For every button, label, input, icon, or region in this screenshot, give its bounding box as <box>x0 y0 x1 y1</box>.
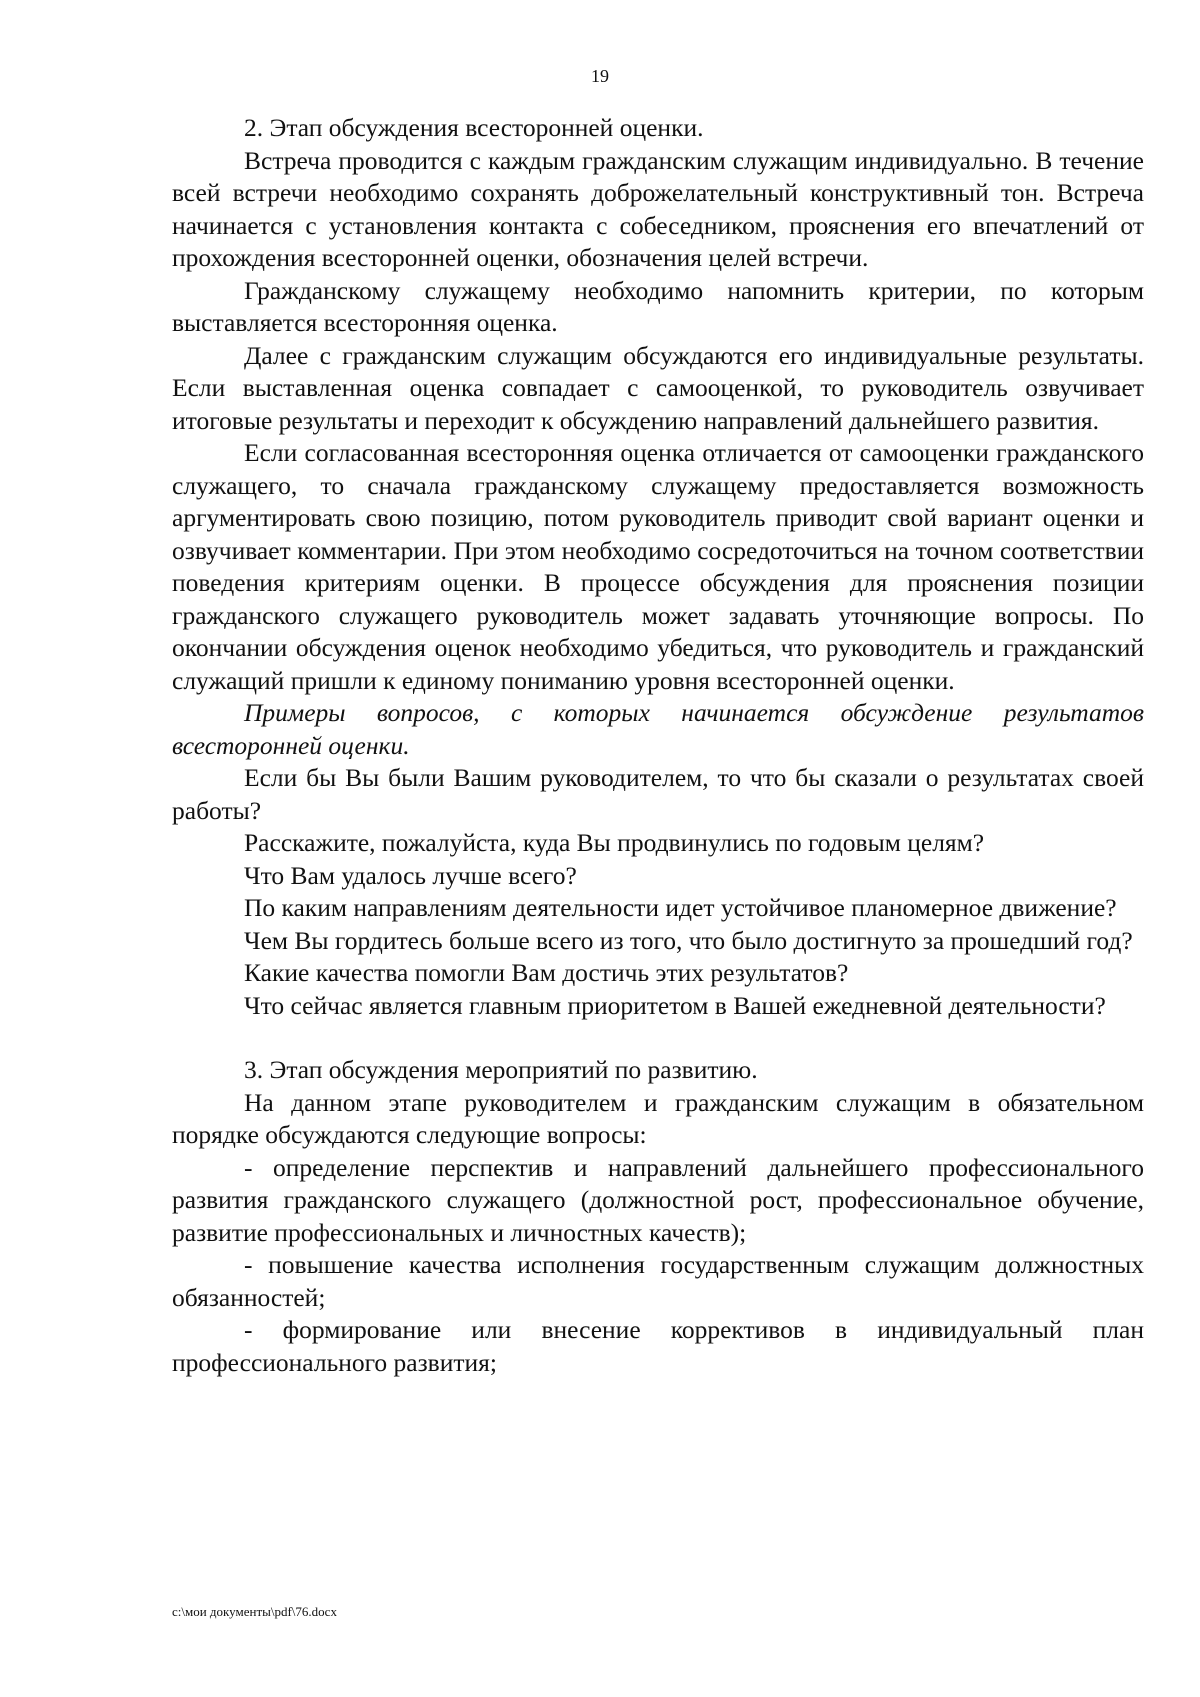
list-item: - повышение качества исполнения государственным служащим должностных обязанностей; <box>172 1250 1144 1312</box>
question-item: Что сейчас является главным приоритетом в Вашей ежедневной деятельности? <box>244 990 1106 1020</box>
document-body <box>172 112 1144 1379</box>
paragraph-criteria: Гражданскому служащему необходимо напомнить критерии, по которым выставляется всесторонняя оценка. <box>172 275 1144 337</box>
paragraph-disagreement: Если согласованная всесторонняя оценка отличается от самооценки гражданского служащего, то сначала гражданскому служащему предоставляется возможность аргументировать свою позицию, потом руководитель приводит свой вариант оценки и озвучивает комментарии. При этом необходимо сосредоточиться на точном соответствии поведения критериям оценки. В процессе обсуждения для прояснения позиции гражданского служащего руководитель может задавать уточняющие вопросы. По окончании обсуждения оценок необходимо убедиться, что руководитель и гражданский служащий пришли к единому пониманию уровня всесторонней оценки. <box>172 438 1144 695</box>
footer-file-path: c:\мои документы\pdf\76.docx <box>172 1604 337 1619</box>
paragraph-question-examples: Примеры вопросов, с которых начинается обсуждение результатов всесторонней оценки. <box>172 698 1144 760</box>
paragraph-spacer <box>172 1022 1144 1054</box>
question-item: По каким направлениям деятельности идет устойчивое планомерное движение? <box>244 893 1117 922</box>
section-heading-stage-3: 3. Этап обсуждения мероприятий по развитию. <box>244 1055 758 1084</box>
paragraph-stage-3-intro: На данном этапе руководителем и гражданским служащим в обязательном порядке обсуждаются следующие вопросы: <box>172 1087 1144 1149</box>
page-number: 19 <box>591 66 609 86</box>
paragraph-results: Далее с гражданским служащим обсуждаются его индивидуальные результаты. Если выставленная оценка совпадает с самооценкой, то руководитель озвучивает итоговые результаты и переходит к обсуждению направлений дальнейшего развития. <box>172 340 1144 435</box>
section-heading-stage-2: 2. Этап обсуждения всесторонней оценки. <box>244 113 704 142</box>
question-item: Расскажите, пожалуйста, куда Вы продвинулись по годовым целям? <box>244 828 985 857</box>
question-item: Чем Вы гордитесь больше всего из того, что было достигнуто за прошедший год? <box>244 925 1133 955</box>
question-item: Что Вам удалось лучше всего? <box>244 860 577 890</box>
list-item: - определение перспектив и направлений дальнейшего профессионального развития гражданского служащего (должностной рост, профессиональное обучение, развитие профессиональных и личностных качеств); <box>172 1152 1144 1247</box>
question-item: Если бы Вы были Вашим руководителем, то что бы сказали о результатах своей работы? <box>172 763 1144 825</box>
question-item: Какие качества помогли Вам достичь этих результатов? <box>244 958 849 987</box>
list-item: - формирование или внесение коррективов в индивидуальный план профессионального развития; <box>172 1315 1144 1377</box>
paragraph-meeting: Встреча проводится с каждым гражданским служащим индивидуально. В течение всей встречи необходимо сохранять доброжелательный конструктивный тон. Встреча начинается с установления контакта с собеседником, прояснения его впечатлений от прохождения всесторонней оценки, обозначения целей встречи. <box>172 145 1144 272</box>
